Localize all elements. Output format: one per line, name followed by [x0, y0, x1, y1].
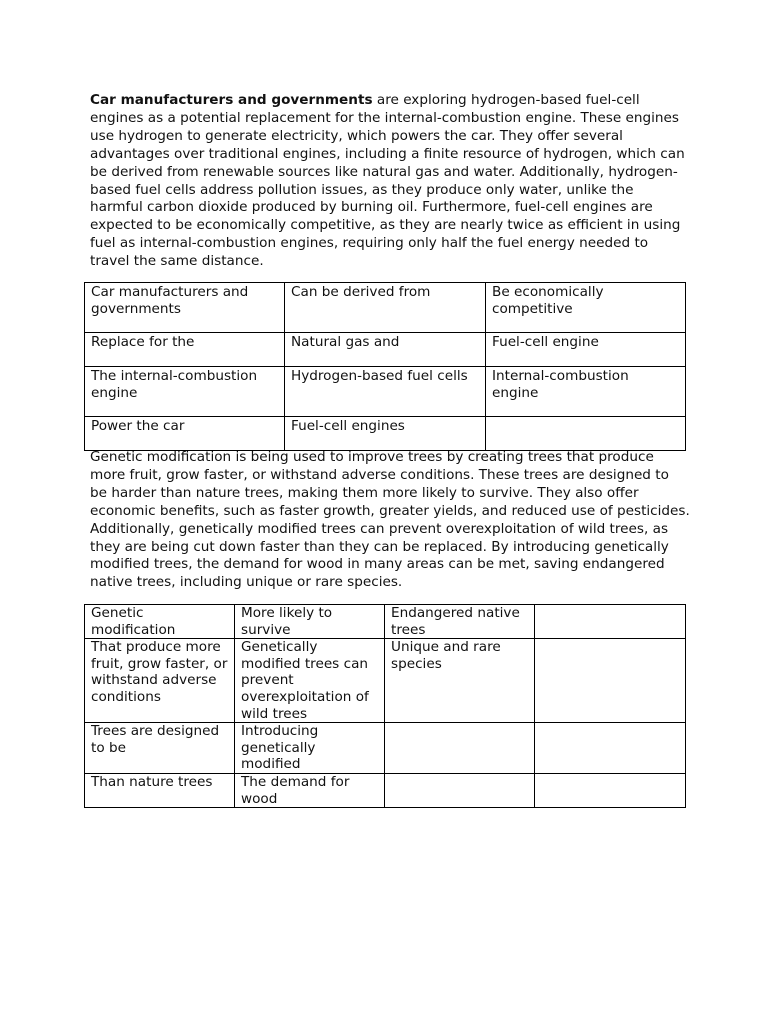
table-cell: Trees are designed to be: [85, 723, 235, 774]
table-cell: Than nature trees: [85, 773, 235, 807]
table-cell: The demand for wood: [235, 773, 385, 807]
table-cell: Fuel-cell engine: [486, 333, 686, 367]
table-cell: Endangered native trees: [385, 605, 535, 639]
table-cell: Unique and rare species: [385, 639, 535, 723]
passage-hydrogen-fuel-cells: [90, 92, 690, 271]
table-cell: Car manufacturers and governments: [85, 283, 285, 333]
passage-bold-lead: Car manufacturers and governments: [90, 92, 373, 108]
table-cell: That produce more fruit, grow faster, or withstand adverse conditions: [85, 639, 235, 723]
table-cell: Natural gas and: [285, 333, 486, 367]
table-cell: [535, 639, 686, 723]
table-cell: Replace for the: [85, 333, 285, 367]
table-cell: [385, 773, 535, 807]
table-cell: Can be derived from: [285, 283, 486, 333]
table-cell: Hydrogen-based fuel cells: [285, 367, 486, 417]
table-cell: More likely to survive: [235, 605, 385, 639]
table-cell: [535, 723, 686, 774]
table-cell: Be economically competitive: [486, 283, 686, 333]
table-row: [85, 333, 686, 367]
passage-body: are exploring hydrogen-based fuel-cell engines as a potential replacement for the internal-combustion engine. These engines use hydrogen to generate electricity, which powers the car. They offer several advantages over traditional engines, including a finite resource of hydrogen, which can be derived from renewable sources like natural gas and water. Additionally, hydrogen-based fuel cells address pollution issues, as they produce only water, unlike the harmful carbon dioxide produced by burning oil. Furthermore, fuel-cell engines are expected to be economically competitive, as they are nearly twice as efficient in using fuel as internal-combustion engines, requiring only half the fuel energy needed to travel the same distance.: [90, 92, 685, 270]
table-row: [85, 639, 686, 723]
table-cell: Power the car: [85, 417, 285, 451]
table-cell: Genetic modification: [85, 605, 235, 639]
table-row: [85, 605, 686, 639]
table-cell: [535, 773, 686, 807]
notes-table-genetic-modification: [84, 604, 686, 808]
table-cell: Introducing genetically modified: [235, 723, 385, 774]
table-cell: The internal-combustion engine: [85, 367, 285, 417]
table-cell: Genetically modified trees can prevent overexploitation of wild trees: [235, 639, 385, 723]
table-cell: Fuel-cell engines: [285, 417, 486, 451]
table-cell: [486, 417, 686, 451]
notes-table-fuel-cells: [84, 282, 686, 451]
table-row: [85, 283, 686, 333]
passage-genetic-modification: Genetic modification is being used to improve trees by creating trees that produce more fruit, grow faster, or withstand adverse conditions. These trees are designed to be harder than nature trees, making them more likely to survive. They also offer economic benefits, such as faster growth, greater yields, and reduced use of pesticides. Additionally, genetically modified trees can prevent overexploitation of wild trees, as they are being cut down faster than they can be replaced. By introducing genetically modified trees, the demand for wood in many areas can be met, saving endangered native trees, including unique or rare species.: [90, 449, 690, 591]
table-row: [85, 723, 686, 774]
table-row: [85, 773, 686, 807]
table-cell: [385, 723, 535, 774]
table-row: [85, 367, 686, 417]
table-cell: Internal-combustion engine: [486, 367, 686, 417]
table-row: [85, 417, 686, 451]
table-cell: [535, 605, 686, 639]
